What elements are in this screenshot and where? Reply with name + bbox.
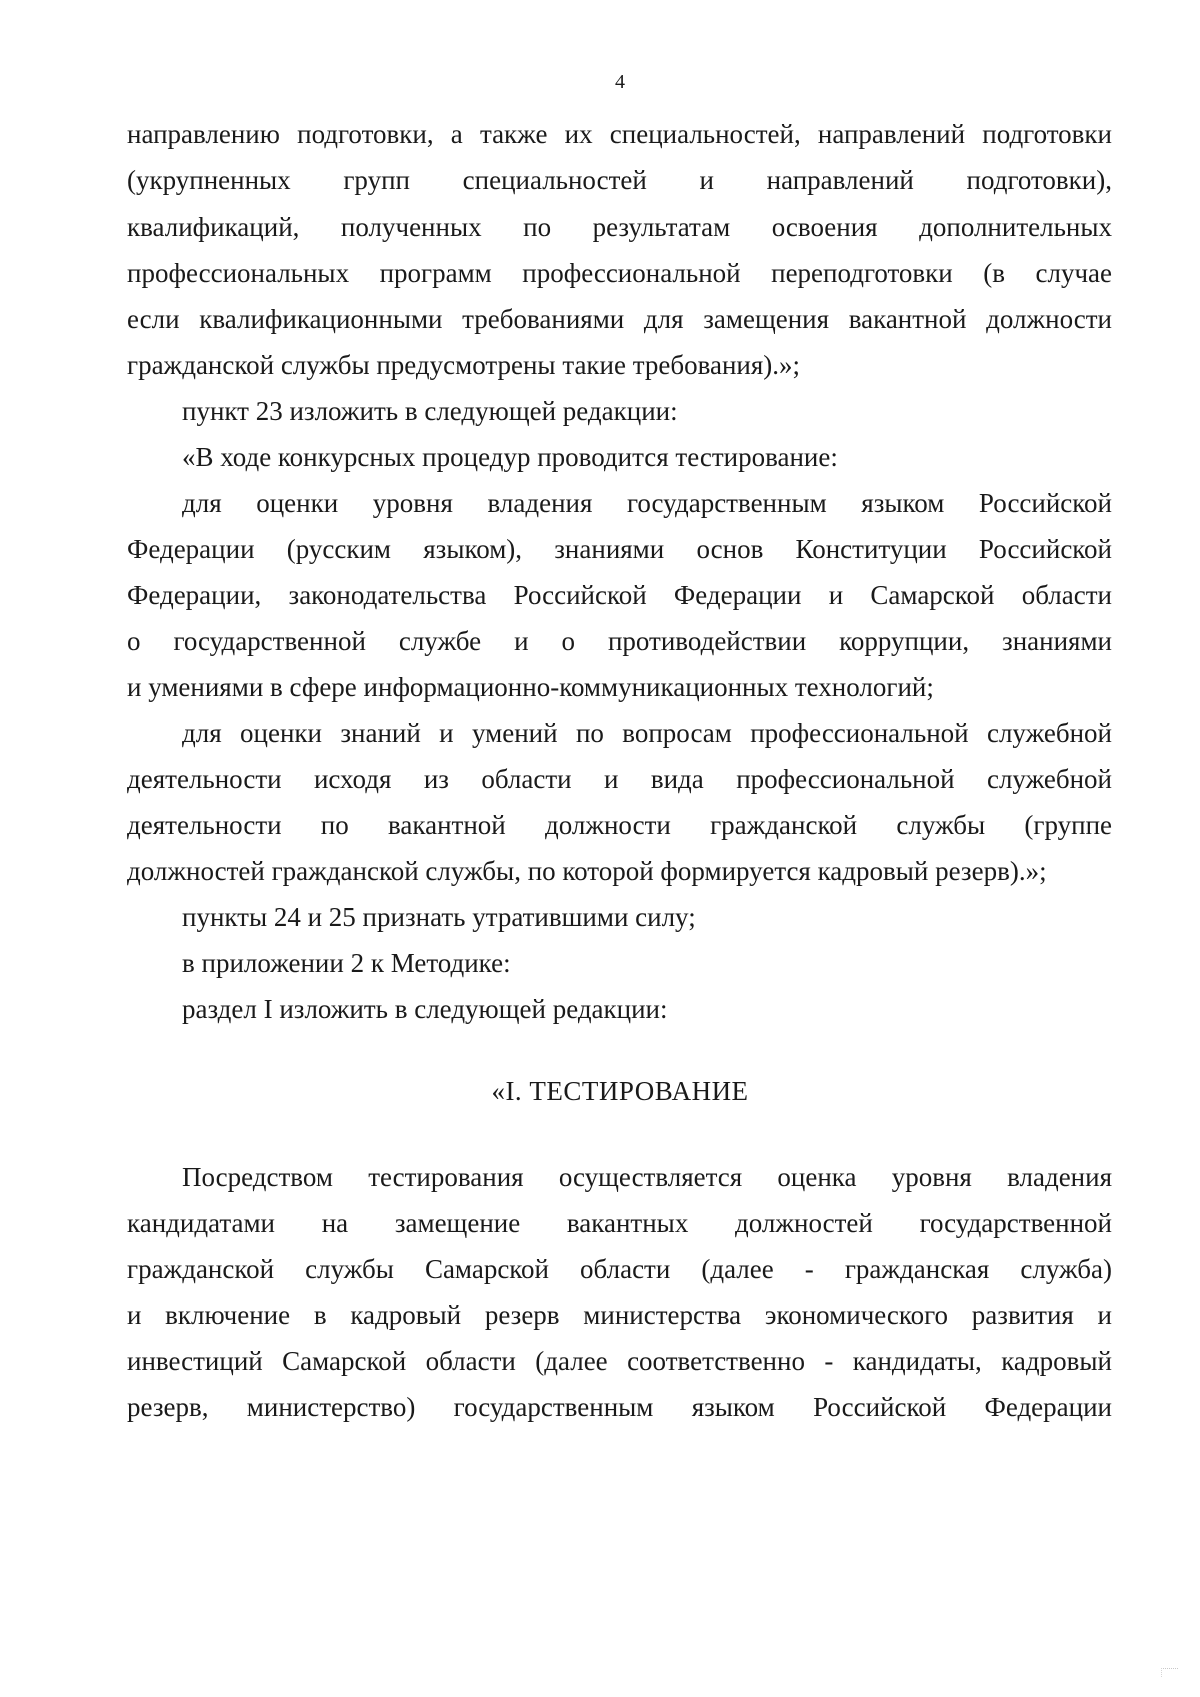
text-line: Посредством тестирования осуществляется оценка уровня владения xyxy=(182,1162,1112,1192)
text-line: в приложении 2 к Методике: xyxy=(182,948,511,978)
scan-artifact xyxy=(1161,1668,1178,1677)
text-line: квалификаций, полученных по результатам освоения дополнительных xyxy=(127,212,1112,242)
page-number: 4 xyxy=(615,71,625,93)
text-line: резерв, министерство) государственным языком Российской Федерации xyxy=(127,1392,1112,1422)
text-line: профессиональных программ профессиональной переподготовки (в случае xyxy=(127,258,1112,288)
text-line: о государственной службе и о противодействии коррупции, знаниями xyxy=(127,626,1112,656)
text-line: если квалификационными требованиями для замещения вакантной должности xyxy=(127,304,1112,334)
text-line: и умениями в сфере информационно-коммуникационных технологий; xyxy=(127,672,934,702)
text-line: пункты 24 и 25 признать утратившими силу; xyxy=(182,902,696,932)
text-line: Федерации, законодательства Российской Федерации и Самарской области xyxy=(127,580,1112,610)
text-line: инвестиций Самарской области (далее соответственно - кандидаты, кадровый xyxy=(127,1346,1112,1376)
text-line: пункт 23 изложить в следующей редакции: xyxy=(182,396,678,426)
text-line: направлению подготовки, а также их специальностей, направлений подготовки xyxy=(127,119,1112,149)
text-line: и включение в кадровый резерв министерства экономического развития и xyxy=(127,1300,1112,1330)
section-heading: «I. ТЕСТИРОВАНИЕ xyxy=(491,1076,749,1106)
text-line: для оценки уровня владения государственным языком Российской xyxy=(182,488,1112,518)
text-line: раздел I изложить в следующей редакции: xyxy=(182,994,668,1024)
text-line: Федерации (русским языком), знаниями основ Конституции Российской xyxy=(127,534,1112,564)
text-line: кандидатами на замещение вакантных должностей государственной xyxy=(127,1208,1112,1238)
text-line: деятельности по вакантной должности гражданской службы (группе xyxy=(127,810,1112,840)
text-line: должностей гражданской службы, по которой формируется кадровый резерв).»; xyxy=(127,856,1047,886)
text-line: (укрупненных групп специальностей и направлений подготовки), xyxy=(127,165,1112,195)
text-line: «В ходе конкурсных процедур проводится тестирование: xyxy=(182,442,838,472)
text-line: гражданской службы Самарской области (далее - гражданская служба) xyxy=(127,1254,1112,1284)
text-line: для оценки знаний и умений по вопросам профессиональной служебной xyxy=(182,718,1112,748)
text-line: деятельности исходя из области и вида профессиональной служебной xyxy=(127,764,1112,794)
text-line: гражданской службы предусмотрены такие требования).»; xyxy=(127,350,801,380)
